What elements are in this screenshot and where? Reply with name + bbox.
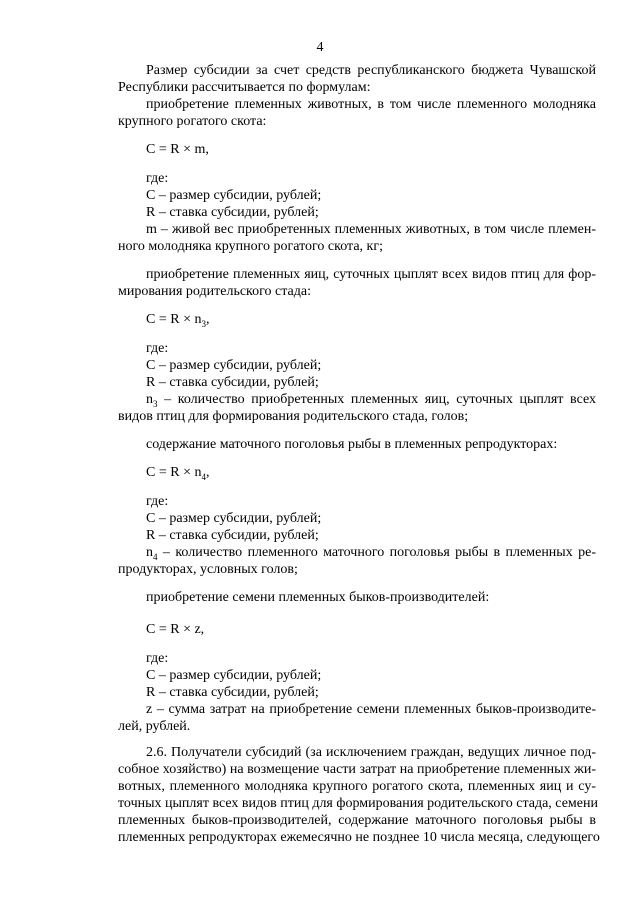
section-4-def-c: С – размер субсидии, рублей; bbox=[146, 668, 322, 683]
section-1-def-m-cont: ного молодняка крупного рогатого скота, кг; bbox=[118, 239, 383, 254]
intro-line-2: Республики рассчитывается по формулам: bbox=[118, 80, 371, 95]
paragraph-2-6-line-6: племенных репродукторах ежемесячно не позднее 10 числа месяца, следующего bbox=[118, 830, 600, 845]
section-4-where: где: bbox=[146, 651, 169, 666]
paragraph-2-6-line-4: точных цыплят всех видов птиц для формирования родительского стада, семени bbox=[118, 796, 598, 811]
section-2-def-r: R – ставка субсидии, рублей; bbox=[146, 375, 319, 390]
section-4-def-z-cont: лей, рублей. bbox=[118, 719, 191, 734]
section-2-def-n3-cont: видов птиц для формирования родительского стада, голов; bbox=[118, 409, 469, 424]
intro-line-1: Размер субсидии за счет средств республиканского бюджета Чувашской bbox=[146, 63, 596, 78]
paragraph-2-6-line-5: племенных быков-производителей, содержание маточного поголовья рыбы в bbox=[118, 813, 596, 828]
section-1-where: где: bbox=[146, 171, 169, 186]
section-1-def-c: С – размер субсидии, рублей; bbox=[146, 188, 322, 203]
section-4-def-z: z – сумма затрат на приобретение семени племенных быков-производите- bbox=[146, 702, 596, 717]
section-2-formula: $C = R \times n_3$, bbox=[146, 312, 210, 329]
section-3-formula: $C = R \times n_4$, bbox=[146, 465, 210, 482]
paragraph-2-6-line-3: вотных, племенного молодняка крупного рогатого скота, племенных яиц и су- bbox=[118, 779, 596, 794]
section-4-def-r: R – ставка субсидии, рублей; bbox=[146, 685, 319, 700]
paragraph-2-6-line-2: собное хозяйство) на возмещение части затрат на приобретение племенных жи- bbox=[118, 762, 596, 777]
section-3-def-c: С – размер субсидии, рублей; bbox=[146, 511, 322, 526]
page-number: 4 bbox=[316, 40, 324, 55]
section-1-formula: C = R × m, bbox=[146, 142, 209, 157]
section-3-heading: содержание маточного поголовья рыбы в племенных репродукторах: bbox=[146, 437, 558, 452]
section-4-heading: приобретение семени племенных быков-производителей: bbox=[146, 590, 490, 605]
section-4-formula: C = R × z, bbox=[146, 622, 205, 637]
section-1-def-r: R – ставка субсидии, рублей; bbox=[146, 205, 319, 220]
section-1-heading-line-1: приобретение племенных животных, в том числе племенного молодняка bbox=[146, 97, 596, 112]
section-2-def-n3: $n_3$ – количество приобретенных племенных яиц, суточных цыплят всех bbox=[146, 392, 596, 409]
section-1-heading-line-2: крупного рогатого скота: bbox=[118, 114, 267, 129]
section-2-heading-line-2: мирования родительского стада: bbox=[118, 284, 311, 299]
section-2-def-c: С – размер субсидии, рублей; bbox=[146, 358, 322, 373]
section-2-heading-line-1: приобретение племенных яиц, суточных цыплят всех видов птиц для фор- bbox=[146, 267, 596, 282]
section-3-def-n4: $n_4$ – количество племенного маточного поголовья рыбы в племенных ре- bbox=[146, 545, 596, 562]
section-2-where: где: bbox=[146, 341, 169, 356]
section-1-def-m: m – живой вес приобретенных племенных животных, в том числе племен- bbox=[146, 222, 596, 237]
section-3-def-n4-cont: продукторах, условных голов; bbox=[118, 562, 298, 577]
section-3-where: где: bbox=[146, 494, 169, 509]
paragraph-2-6-line-1: 2.6. Получатели субсидий (за исключением граждан, ведущих личное под- bbox=[146, 745, 596, 760]
section-3-def-r: R – ставка субсидии, рублей; bbox=[146, 528, 319, 543]
